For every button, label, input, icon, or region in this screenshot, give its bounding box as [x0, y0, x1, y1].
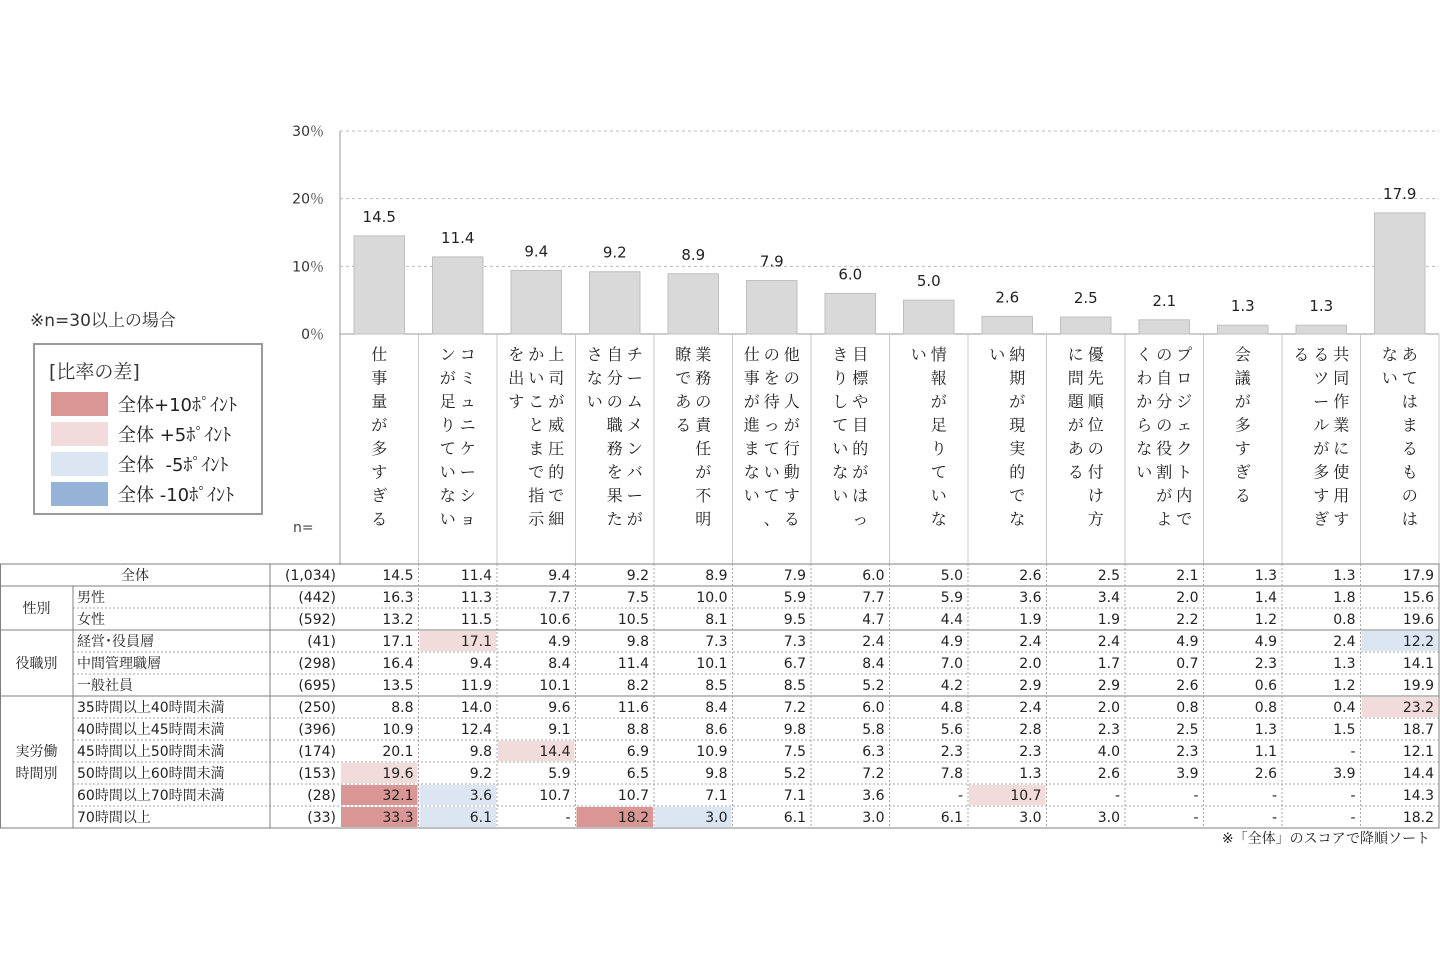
- table-cell: 7.5: [783, 744, 806, 760]
- table-cell: 3.9: [1333, 766, 1356, 782]
- table-cell: 8.4: [862, 656, 885, 672]
- table-cell: 1.5: [1333, 722, 1356, 738]
- table-cell: 1.3: [1333, 656, 1356, 672]
- n-label: n=: [293, 520, 314, 536]
- legend-title: [比率の差]: [49, 361, 140, 383]
- table-cell: 2.2: [1176, 612, 1199, 628]
- table-cell: 2.9: [1097, 678, 1120, 694]
- table-cell: 5.0: [940, 568, 963, 584]
- table-cell: 10.7: [539, 788, 571, 804]
- table-cell: 5.6: [940, 722, 963, 738]
- table-cell: 17.1: [460, 634, 492, 650]
- row-n: (396): [298, 722, 336, 738]
- bar-value-label: 7.9: [759, 252, 784, 271]
- table-cell: 32.1: [382, 788, 414, 804]
- table-cell: 7.7: [548, 590, 571, 606]
- table-cell: -: [1193, 788, 1199, 804]
- bar: [1061, 317, 1112, 334]
- table-cell: 16.4: [382, 656, 414, 672]
- table-cell: 5.8: [862, 722, 885, 738]
- group-label: 時間別: [15, 766, 58, 782]
- table-cell: 14.3: [1402, 788, 1434, 804]
- category-label: 情報が足りていない: [910, 345, 947, 529]
- table-cell: 2.6: [1254, 766, 1277, 782]
- bar: [590, 272, 641, 334]
- table-cell: 7.3: [783, 634, 806, 650]
- table-cell: 6.1: [783, 810, 806, 826]
- table-cell: 4.9: [1176, 634, 1199, 650]
- table-cell: 10.9: [696, 744, 728, 760]
- table-cell: 3.0: [862, 810, 885, 826]
- table-cell: -: [957, 788, 963, 804]
- table-cell: 1.1: [1254, 744, 1277, 760]
- table-cell: 9.5: [783, 612, 806, 628]
- category-label: 業務の責任が不明瞭である: [675, 345, 712, 529]
- table-cell: 6.9: [626, 744, 649, 760]
- table-cell: 10.9: [382, 722, 414, 738]
- table-cell: 6.1: [469, 810, 492, 826]
- group-label: 実労働: [15, 744, 58, 760]
- row-n: (28): [307, 788, 336, 804]
- table-cell: 1.2: [1254, 612, 1277, 628]
- table-cell: 10.1: [696, 656, 728, 672]
- legend-label: 全体 -5ﾎﾟｲﾝﾄ: [118, 455, 229, 476]
- table-cell: 9.2: [626, 568, 649, 584]
- y-tick-label: 30％: [292, 124, 324, 140]
- bar: [825, 293, 876, 334]
- table-cell: 2.4: [1333, 634, 1356, 650]
- bar-value-label: 2.5: [1073, 289, 1098, 308]
- table-cell: -: [1114, 788, 1120, 804]
- row-n: (174): [298, 744, 336, 760]
- table-cell: 2.3: [1019, 744, 1042, 760]
- table-cell: 6.3: [862, 744, 885, 760]
- table-cell: 9.8: [783, 722, 806, 738]
- table-cell: 4.9: [940, 634, 963, 650]
- table-cell: -: [1271, 810, 1277, 826]
- table-cell: 6.5: [626, 766, 649, 782]
- category-label: チームメンバーが自分の職務を果たさない: [586, 345, 643, 529]
- row-n: (695): [298, 678, 336, 694]
- group-label: 役職別: [15, 656, 58, 672]
- bar-value-label: 14.5: [362, 207, 396, 226]
- table-cell: 9.8: [626, 634, 649, 650]
- table-cell: 1.2: [1333, 678, 1356, 694]
- bar-value-label: 8.9: [681, 245, 706, 264]
- table-cell: 3.6: [469, 788, 492, 804]
- table-cell: 7.7: [862, 590, 885, 606]
- table-cell: 2.4: [862, 634, 885, 650]
- row-label: 経営･役員層: [77, 634, 154, 650]
- table-cell: 7.8: [940, 766, 963, 782]
- table-cell: 14.0: [460, 700, 492, 716]
- table-cell: 14.4: [1402, 766, 1434, 782]
- table-cell: 10.6: [539, 612, 571, 628]
- table-cell: 2.0: [1019, 656, 1042, 672]
- table-cell: 12.2: [1402, 634, 1434, 650]
- row-label: 40時間以上45時間未満: [77, 722, 225, 738]
- table-cell: 12.4: [460, 722, 492, 738]
- row-label: 全体: [121, 568, 149, 584]
- row-label: 70時間以上: [77, 810, 151, 826]
- table-cell: 8.2: [626, 678, 649, 694]
- y-tick-label: 20％: [292, 191, 324, 208]
- table-cell: 12.1: [1402, 744, 1434, 760]
- table-cell: 1.3: [1254, 568, 1277, 584]
- table-cell: 3.4: [1097, 590, 1120, 606]
- table-cell: -: [1350, 744, 1356, 760]
- table-cell: 7.1: [783, 788, 806, 804]
- table-cell: 3.0: [1019, 810, 1042, 826]
- table-cell: 5.2: [783, 766, 806, 782]
- row-label: 35時間以上40時間未満: [77, 700, 225, 716]
- group-label: 性別: [22, 601, 51, 617]
- table-cell: 2.9: [1019, 678, 1042, 694]
- table-cell: 10.1: [539, 678, 571, 694]
- bar: [1296, 325, 1347, 334]
- row-label: 女性: [77, 612, 105, 628]
- bar: [511, 270, 562, 334]
- table-cell: 11.3: [460, 590, 492, 606]
- category-label: 他の人が行動するのを待っていて、仕事が進まない: [743, 345, 800, 529]
- table-cell: 3.6: [1019, 590, 1042, 606]
- bar: [354, 236, 405, 334]
- table-cell: 2.4: [1019, 634, 1042, 650]
- row-n: (442): [298, 590, 336, 606]
- category-label: 目標や目的がはっきりしていない: [832, 345, 869, 529]
- bar: [1375, 213, 1426, 334]
- table-cell: 9.2: [469, 766, 492, 782]
- table-cell: 0.8: [1254, 700, 1277, 716]
- row-n: (41): [307, 634, 336, 650]
- table-cell: 3.0: [1097, 810, 1120, 826]
- table-cell: 7.5: [626, 590, 649, 606]
- table-cell: 7.0: [940, 656, 963, 672]
- table-cell: 9.6: [548, 700, 571, 716]
- table-cell: 2.6: [1019, 568, 1042, 584]
- table-cell: 11.4: [617, 656, 649, 672]
- table-cell: 3.0: [705, 810, 728, 826]
- table-cell: 20.1: [382, 744, 414, 760]
- row-label: 一般社員: [77, 678, 133, 694]
- table-cell: 8.9: [705, 568, 728, 584]
- table-cell: 2.0: [1176, 590, 1199, 606]
- table-cell: 17.9: [1402, 568, 1434, 584]
- row-label: 男性: [77, 590, 105, 606]
- table-cell: 11.4: [460, 568, 492, 584]
- row-label: 中間管理職層: [77, 656, 161, 672]
- table-cell: 1.4: [1254, 590, 1277, 606]
- table-cell: 10.0: [696, 590, 728, 606]
- category-label: 仕事量が多すぎる: [371, 345, 388, 529]
- row-label: 50時間以上60時間未満: [77, 766, 225, 782]
- table-cell: 33.3: [382, 810, 414, 826]
- table-cell: 15.6: [1402, 590, 1434, 606]
- table-cell: 2.5: [1176, 722, 1199, 738]
- table-cell: 8.5: [705, 678, 728, 694]
- table-cell: 8.1: [705, 612, 728, 628]
- table-cell: 0.6: [1254, 678, 1277, 694]
- bar: [904, 300, 955, 334]
- bar-value-label: 2.1: [1152, 291, 1177, 310]
- bar: [747, 281, 798, 334]
- table-cell: 9.4: [548, 568, 571, 584]
- category-label: 納期が現実的でない: [989, 345, 1026, 529]
- table-cell: 4.9: [1254, 634, 1277, 650]
- bar: [668, 274, 719, 334]
- table-cell: 2.4: [1019, 700, 1042, 716]
- table-cell: 3.6: [862, 788, 885, 804]
- bar-value-label: 9.4: [524, 242, 549, 261]
- bar-value-label: 2.6: [995, 288, 1020, 307]
- table-cell: 23.2: [1402, 700, 1434, 716]
- table-cell: 14.4: [539, 744, 571, 760]
- table-cell: 0.8: [1333, 612, 1356, 628]
- table-cell: -: [1193, 810, 1199, 826]
- table-cell: -: [1271, 788, 1277, 804]
- category-label: 会議が多すぎる: [1234, 345, 1251, 505]
- table-cell: 2.8: [1019, 722, 1042, 738]
- table-cell: 18.2: [617, 810, 649, 826]
- table-cell: 0.8: [1176, 700, 1199, 716]
- bar-value-label: 9.2: [602, 243, 627, 262]
- table-cell: 4.7: [862, 612, 885, 628]
- table-cell: 7.1: [705, 788, 728, 804]
- table-cell: 2.4: [1097, 634, 1120, 650]
- table-cell: 1.7: [1097, 656, 1120, 672]
- table-cell: -: [1350, 788, 1356, 804]
- table-cell: 6.0: [862, 700, 885, 716]
- bar-value-label: 17.9: [1383, 184, 1417, 203]
- category-label: あてはまるものはない: [1381, 345, 1418, 529]
- bar-value-label: 5.0: [916, 272, 941, 291]
- bar: [1139, 320, 1190, 334]
- bar: [982, 316, 1033, 334]
- category-label: 優先順位の付け方に問題がある: [1067, 345, 1104, 529]
- table-cell: 8.8: [626, 722, 649, 738]
- table-cell: 8.5: [783, 678, 806, 694]
- legend-label: 全体 -10ﾎﾟｲﾝﾄ: [118, 485, 235, 506]
- table-cell: 11.6: [617, 700, 649, 716]
- table-cell: 0.4: [1333, 700, 1356, 716]
- table-cell: 8.6: [705, 722, 728, 738]
- table-cell: 1.3: [1254, 722, 1277, 738]
- table-cell: 2.5: [1097, 568, 1120, 584]
- table-cell: 14.1: [1402, 656, 1434, 672]
- note-condition: ※n=30以上の場合: [30, 311, 176, 331]
- table-cell: 1.3: [1333, 568, 1356, 584]
- table-cell: 6.7: [783, 656, 806, 672]
- table-cell: 14.5: [382, 568, 414, 584]
- bar: [1218, 325, 1269, 334]
- row-label: 45時間以上50時間未満: [77, 744, 225, 760]
- table-cell: 7.2: [862, 766, 885, 782]
- table-cell: 3.9: [1176, 766, 1199, 782]
- y-tick-label: 0％: [301, 327, 324, 343]
- table-cell: 4.9: [548, 634, 571, 650]
- table-cell: 4.8: [940, 700, 963, 716]
- table-cell: 9.1: [548, 722, 571, 738]
- bar-value-label: 1.3: [1230, 297, 1255, 316]
- bar-value-label: 6.0: [838, 265, 863, 284]
- table-cell: 0.7: [1176, 656, 1199, 672]
- table-cell: 18.7: [1402, 722, 1434, 738]
- table-cell: 2.0: [1097, 700, 1120, 716]
- table-cell: 1.9: [1097, 612, 1120, 628]
- table-cell: 4.2: [940, 678, 963, 694]
- legend-label: 全体 +5ﾎﾟｲﾝﾄ: [118, 425, 232, 446]
- table-cell: 11.9: [460, 678, 492, 694]
- category-label: 共同作業に使用するツールが多すぎる: [1293, 345, 1350, 529]
- row-n: (592): [298, 612, 336, 628]
- table-cell: 6.1: [940, 810, 963, 826]
- table-cell: 4.4: [940, 612, 963, 628]
- row-n: (250): [298, 700, 336, 716]
- table-cell: 9.8: [705, 766, 728, 782]
- table-cell: 5.9: [940, 590, 963, 606]
- table-cell: 19.9: [1402, 678, 1434, 694]
- legend-label: 全体+10ﾎﾟｲﾝﾄ: [118, 395, 237, 416]
- row-n: (33): [307, 810, 336, 826]
- footnote: ※「全体」のスコアで降順ソート: [1221, 831, 1430, 847]
- table-cell: 10.5: [617, 612, 649, 628]
- bar: [433, 257, 484, 334]
- table-cell: 5.9: [783, 590, 806, 606]
- table-cell: 17.1: [382, 634, 414, 650]
- table-cell: 7.3: [705, 634, 728, 650]
- table-cell: 10.7: [1010, 788, 1042, 804]
- table-cell: 19.6: [1402, 612, 1434, 628]
- table-cell: 8.4: [548, 656, 571, 672]
- table-cell: 2.3: [1176, 744, 1199, 760]
- table-cell: 1.9: [1019, 612, 1042, 628]
- category-label: 上司が威圧的で細かいことまで指示を出す: [508, 345, 565, 529]
- table-cell: 1.3: [1019, 766, 1042, 782]
- table-cell: 8.4: [705, 700, 728, 716]
- table-cell: 7.9: [783, 568, 806, 584]
- table-cell: 2.3: [1097, 722, 1120, 738]
- table-cell: 5.9: [548, 766, 571, 782]
- bar-value-label: 1.3: [1309, 297, 1334, 316]
- table-cell: -: [565, 810, 571, 826]
- table-cell: -: [1350, 810, 1356, 826]
- table-cell: 10.7: [617, 788, 649, 804]
- table-cell: 13.5: [382, 678, 414, 694]
- table-cell: 2.6: [1176, 678, 1199, 694]
- table-cell: 8.8: [391, 700, 414, 716]
- table-cell: 6.0: [862, 568, 885, 584]
- category-label: プロジェクト内での自分の役割がよくわからない: [1136, 345, 1193, 529]
- table-cell: 4.0: [1097, 744, 1120, 760]
- table-cell: 7.2: [783, 700, 806, 716]
- table-cell: 18.2: [1402, 810, 1434, 826]
- table-cell: 19.6: [382, 766, 414, 782]
- row-n: (153): [298, 766, 336, 782]
- table-cell: 2.1: [1176, 568, 1199, 584]
- table-cell: 2.6: [1097, 766, 1120, 782]
- y-tick-label: 10％: [292, 259, 324, 276]
- table-cell: 13.2: [382, 612, 414, 628]
- bar-value-label: 11.4: [441, 228, 475, 247]
- category-label: コミュニケーションが足りていない: [439, 345, 476, 529]
- table-cell: 2.3: [1254, 656, 1277, 672]
- row-n: (298): [298, 656, 336, 672]
- table-cell: 2.3: [940, 744, 963, 760]
- table-cell: 16.3: [382, 590, 414, 606]
- table-cell: 9.8: [469, 744, 492, 760]
- table-cell: 5.2: [862, 678, 885, 694]
- row-label: 60時間以上70時間未満: [77, 788, 225, 804]
- row-n: (1,034): [284, 568, 336, 584]
- table-cell: 11.5: [460, 612, 492, 628]
- table-cell: 9.4: [469, 656, 492, 672]
- table-cell: 1.8: [1333, 590, 1356, 606]
